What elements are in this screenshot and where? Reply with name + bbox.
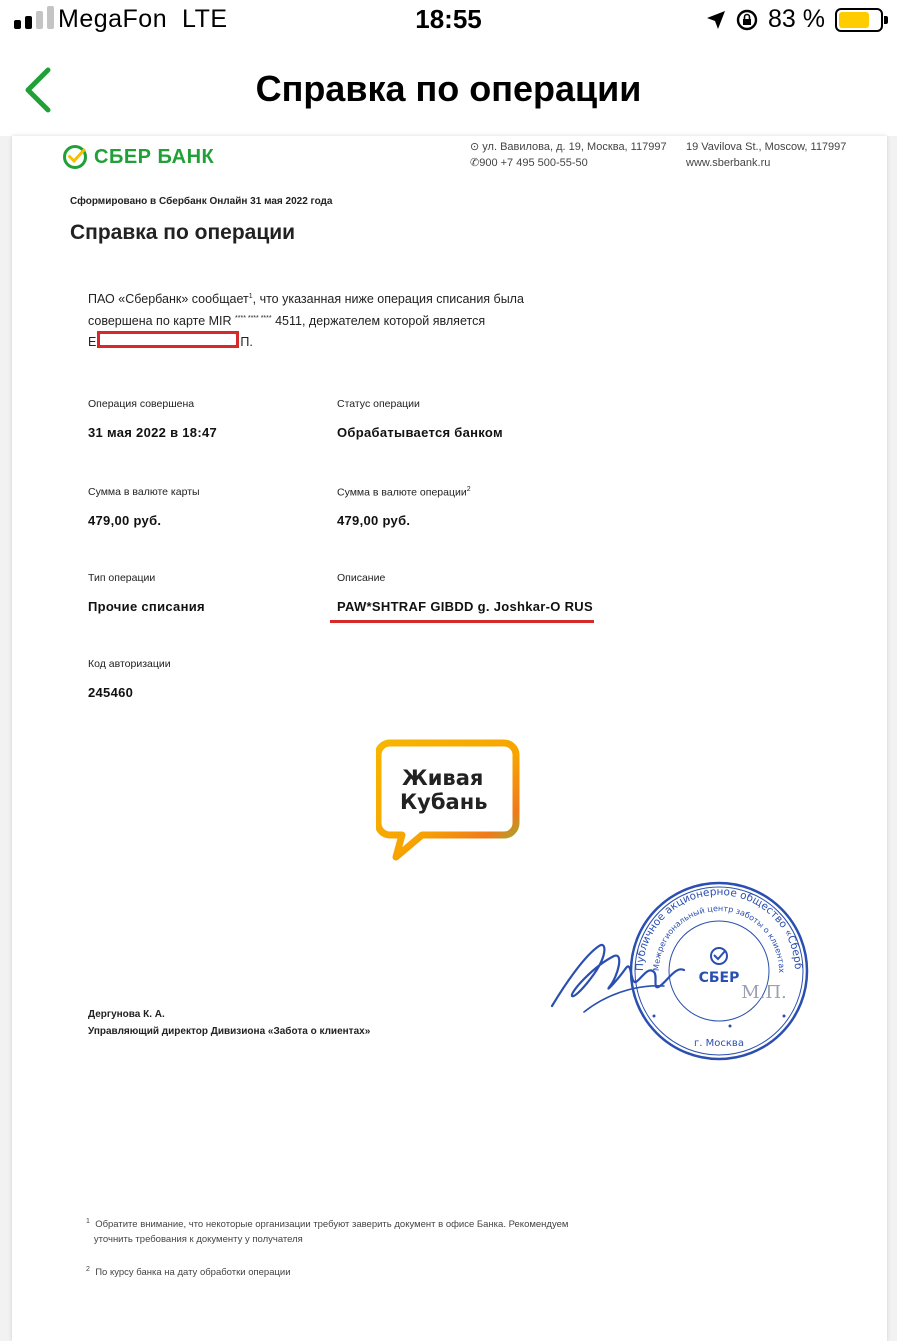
auth-value: 245460	[88, 685, 134, 700]
signer-name: Дергунова К. А.	[88, 1009, 165, 1020]
zhivaya-kuban-watermark	[376, 739, 526, 869]
op-date-value: 31 мая 2022 в 18:47	[88, 425, 218, 440]
op-sum-value: 479,00 руб.	[337, 513, 411, 528]
intro-part2: , что указанная ниже операция списания была совершена по карте MIR	[88, 292, 524, 329]
holder-start: Е	[88, 335, 97, 350]
document-title: Справка по операции	[70, 221, 296, 244]
auth-label: Код авторизации	[88, 658, 171, 670]
address-en-block	[686, 139, 846, 171]
footnote-1	[86, 1214, 568, 1247]
carrier-name: MegaFon	[58, 5, 168, 33]
seal-inner-text: Межрегиональный центр заботы о клиентах	[651, 903, 787, 974]
seal-center-text: СБЕР	[698, 970, 740, 986]
desc-label: Описание	[337, 572, 386, 584]
status-right	[706, 5, 883, 34]
status-bar	[0, 0, 897, 44]
status-value: Обрабатывается банком	[337, 425, 503, 440]
seal-mp: М.П.	[741, 982, 787, 1003]
battery-percent: 83 %	[768, 5, 825, 33]
sberbank-logo	[62, 144, 214, 170]
page-title: Справка по операции	[255, 68, 642, 109]
status-label: Статус операции	[337, 398, 420, 410]
address-en: 19 Vavilova St., Moscow, 117997	[686, 141, 847, 153]
document-sheet	[12, 136, 887, 1341]
location-pin-icon: ⊙	[470, 141, 480, 153]
rotation-lock-icon	[736, 9, 758, 31]
watermark-line2: Кубань	[400, 790, 488, 814]
footnote-1-line2: уточнить требования к документу у получателя	[93, 1234, 303, 1246]
battery-fill	[839, 12, 869, 28]
op-sum-label-text: Сумма в валюте операции	[337, 486, 467, 499]
desc-value: PAW*SHTRAF GIBDD g. Joshkar-O RUS	[337, 599, 593, 614]
footnote-2	[86, 1262, 291, 1280]
intro-paragraph	[88, 287, 558, 352]
type-value: Прочие списания	[88, 599, 205, 614]
address-ru: ул. Вавилова, д. 19, Москва, 117997	[482, 141, 667, 153]
footnote-1-line1: Обратите внимание, что некоторые организации требуют заверить документ в офисе Банка. Рекомендуем	[95, 1219, 569, 1231]
clock: 18:55	[415, 4, 482, 34]
footnote-2-text: По курсу банка на дату обработки операции	[95, 1267, 291, 1279]
red-underline	[330, 620, 594, 623]
formed-line: Сформировано в Сбербанк Онлайн 31 мая 2022 года	[70, 196, 333, 207]
card-sum-value: 479,00 руб.	[88, 513, 162, 528]
footnote-1-num: 1	[86, 1218, 90, 1225]
footnote-2-num: 2	[86, 1266, 90, 1273]
battery-icon	[835, 8, 883, 32]
signer-role: Управляющий директор Дивизиона «Забота о клиентах»	[88, 1026, 371, 1037]
bank-seal	[624, 876, 814, 1071]
location-arrow-icon	[706, 10, 726, 30]
logo-text: СБЕР БАНК	[94, 145, 215, 168]
op-sum-label	[337, 486, 471, 499]
type-label: Тип операции	[88, 572, 156, 584]
phone: 900 +7 495 500-55-50	[479, 157, 588, 169]
card-sum-label: Сумма в валюте карты	[88, 486, 200, 498]
sber-check-icon	[62, 144, 88, 170]
redaction-box	[97, 331, 239, 348]
intro-sup: 1	[248, 293, 253, 300]
website: www.sberbank.ru	[686, 157, 771, 169]
seal-city: г. Москва	[694, 1038, 744, 1049]
nav-bar	[0, 44, 897, 136]
card-mask: **** **** ****	[235, 315, 272, 323]
watermark-line1: Живая	[402, 766, 484, 790]
holder-end: П.	[240, 335, 253, 350]
seal-outer-text: Публичное акционерное общество «Сберб	[633, 885, 805, 972]
op-sum-sup: 2	[466, 486, 471, 493]
address-ru-block	[470, 139, 667, 171]
network-type: LTE	[182, 5, 228, 33]
op-date-label: Операция совершена	[88, 398, 195, 410]
card-last: 4511, держателем которой является	[271, 314, 486, 329]
phone-icon: ✆	[470, 157, 480, 169]
intro-part1: ПАО «Сбербанк» сообщает	[88, 292, 249, 307]
